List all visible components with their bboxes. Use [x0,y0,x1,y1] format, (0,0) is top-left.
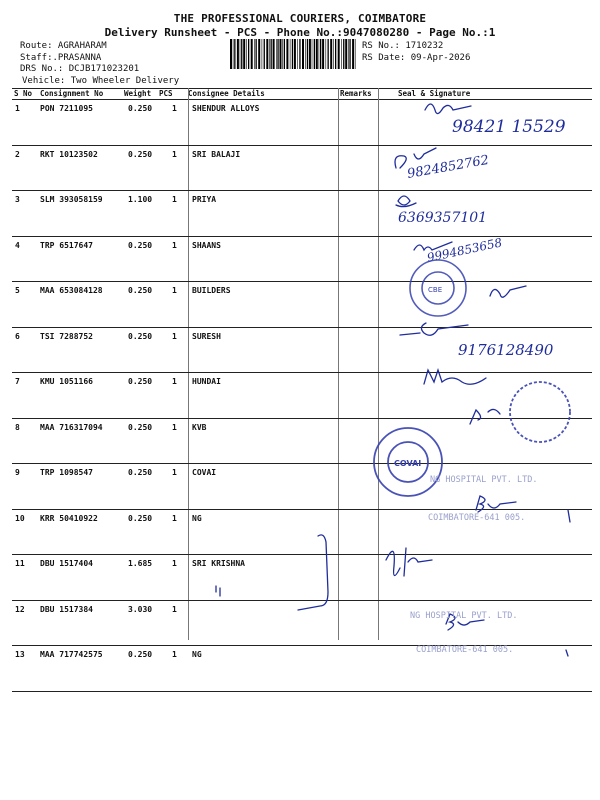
cell-consignee: NG [192,513,202,523]
cell-weight: 0.250 [128,240,153,250]
cell-consignee: SHENDUR ALLOYS [192,104,260,113]
cell-pcs: 1 [172,149,177,159]
cell-weight: 1.100 [128,195,153,204]
cell-pcs: 1 [172,331,177,341]
signature-phone-row-4: 9994853658 [425,235,504,265]
cell-sno: 1 [15,104,20,113]
cell-consignment-no: KMU 1051166 [40,377,93,386]
cell-consignment-no: RKT 10123502 [40,149,98,159]
cell-pcs: 1 [172,650,177,659]
signature-phone-row-1: 98421 15529 [452,117,566,137]
cell-consignee: COVAI [192,468,217,477]
seal-stamp-row-8 [510,382,570,442]
cell-consignment-no: PON 7211095 [40,104,93,113]
cell-consignee: SRI KRISHNA [192,559,245,568]
rs-number: RS No.: 1710232 [362,41,444,51]
cell-sno: 13 [15,650,25,659]
ng-stamp-city-row-13: COIMBATORE-641 005. [416,645,514,655]
cell-consignee: NG [192,650,202,659]
vehicle-label: Vehicle: Two Wheeler Delivery [22,75,180,86]
cell-weight: 1.685 [128,559,153,568]
cell-pcs: 1 [172,286,177,295]
cell-weight: 0.250 [128,513,153,523]
ng-stamp-row-10: NG HOSPITAL PVT. LTD. [430,475,538,485]
ng-stamp-city-row-10: COIMBATORE-641 005. [428,513,526,523]
rs-date: RS Date: 09-Apr-2026 [362,52,471,63]
col-header-remarks: Remarks [340,89,372,98]
cell-weight: 0.250 [128,104,153,113]
cell-consignment-no: TRP 1098547 [40,468,93,477]
signature-phone-row-6: 9176128490 [458,341,554,359]
col-header-weight: Weight [124,89,152,98]
cell-weight: 0.250 [128,468,153,477]
cell-consignee: KVB [192,422,207,432]
cell-sno: 3 [15,195,20,204]
col-header-signature: Seal & Signature [398,89,471,98]
col-header-pcs: PCS [159,89,173,98]
cell-consignment-no: MAA 716317094 [40,422,103,432]
cell-pcs: 1 [172,559,177,568]
cell-consignee: SURESH [192,331,221,341]
signature-phone-row-3: 6369357101 [398,210,488,226]
cell-pcs: 1 [172,513,177,523]
staff-label: Staff:.PRASANNA [20,52,102,63]
cell-pcs: 1 [172,104,177,113]
covai-stamp-text: COVAI [394,459,422,468]
col-header-sno: S No [14,89,33,98]
col-header-consignment: Consignment No [40,89,104,98]
cell-pcs: 1 [172,195,177,204]
cell-pcs: 1 [172,468,177,477]
cell-sno: 6 [15,331,20,341]
cell-consignment-no: DBU 1517384 [40,604,93,614]
cell-consignment-no: MAA 717742575 [40,650,103,659]
cell-sno: 2 [15,149,20,159]
cell-sno: 5 [15,286,20,295]
cell-consignee: PRIYA [192,195,217,204]
cell-weight: 0.250 [128,377,153,386]
cell-weight: 0.250 [128,422,153,432]
cell-weight: 0.250 [128,331,153,341]
cell-sno: 12 [15,604,25,614]
cell-pcs: 1 [172,377,177,386]
cell-sno: 7 [15,377,20,386]
cell-weight: 0.250 [128,650,153,659]
signature-phone-row-2: 9824852762 [406,152,491,182]
cell-sno: 10 [15,513,25,523]
cell-consignment-no: TSI 7288752 [40,331,93,341]
cell-consignee: HUNDAI [192,377,221,386]
cell-consignment-no: DBU 1517404 [40,559,93,568]
cell-consignment-no: KRR 50410922 [40,513,98,523]
cell-pcs: 1 [172,422,177,432]
cell-pcs: 1 [172,604,177,614]
cell-weight: 3.030 [128,604,153,614]
drs-label: DRS No.: DCJB171023201 [20,64,140,74]
cell-sno: 9 [15,468,20,477]
cell-consignment-no: SLM 393058159 [40,195,103,204]
col-header-consignee: Consignee Details [188,89,265,98]
route-label: Route: AGRAHARAM [20,41,107,51]
cell-sno: 4 [15,240,20,250]
cell-weight: 0.250 [128,149,153,159]
cell-pcs: 1 [172,240,177,250]
ng-stamp-row-13: NG HOSPITAL PVT. LTD. [410,611,518,621]
cell-consignment-no: TRP 6517647 [40,240,93,250]
cell-sno: 8 [15,422,20,432]
cbe-stamp-text: CBE [428,286,443,294]
company-title: THE PROFESSIONAL COURIERS, COIMBATORE [173,12,427,25]
cell-sno: 11 [15,559,25,568]
cell-consignee: BUILDERS [192,286,231,295]
cell-consignee: SRI BALAJI [192,149,241,159]
cell-consignment-no: MAA 653084128 [40,286,103,295]
cell-weight: 0.250 [128,286,153,295]
cell-consignee: SHAANS [192,240,221,250]
runsheet-title: Delivery Runsheet - PCS - Phone No.:9047080280 - Page No.:1 [104,26,496,39]
